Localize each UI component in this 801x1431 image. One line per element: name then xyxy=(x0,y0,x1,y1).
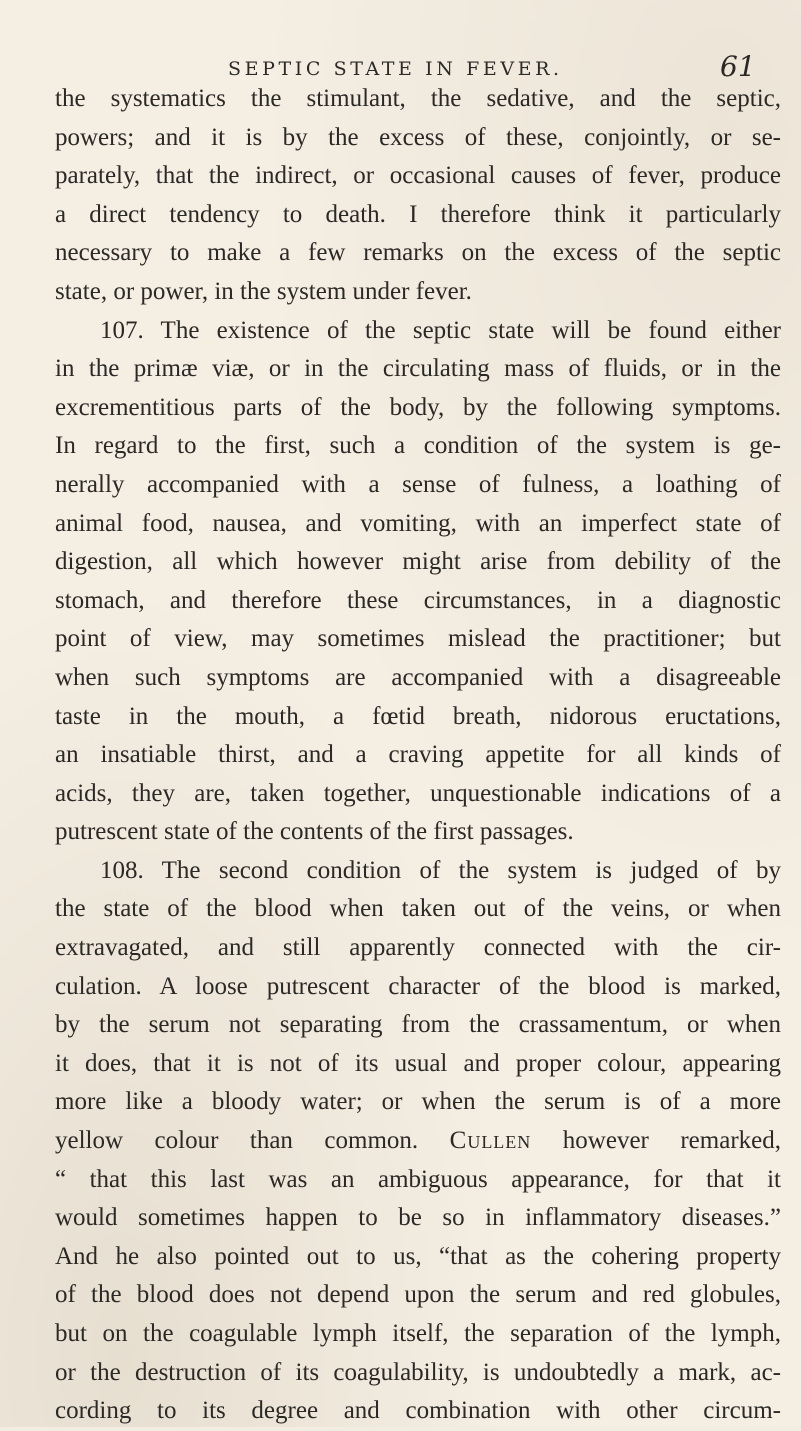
text-line: when such symptoms are accompanied with a disagreeable xyxy=(55,663,781,691)
quote-line: “ that this last was an ambiguous appearance, for that it xyxy=(55,1165,781,1193)
quote-line: cording to its degree and combination with other circum- xyxy=(55,1397,781,1425)
text-line: the systematics the stimulant, the sedative, and the septic, xyxy=(55,85,781,112)
quote-line: would sometimes happen to be so in inflammatory diseases.” xyxy=(55,1204,781,1232)
quote-line: or the destruction of its coagulability, is undoubtedly a mark, ac- xyxy=(55,1358,781,1386)
text-line: more like a bloody water; or when the serum is of a more xyxy=(55,1088,781,1116)
text-line: stomach, and therefore these circumstances, in a diagnostic xyxy=(55,586,781,614)
text-line: animal food, nausea, and vomiting, with an imperfect state of xyxy=(55,509,781,537)
text-line: taste in the mouth, a fœtid breath, nidorous eructations, xyxy=(55,702,781,730)
text-line: point of view, may sometimes mislead the practitioner; but xyxy=(55,625,781,653)
text-line: excrementitious parts of the body, by the following symptoms. xyxy=(55,393,781,421)
text-line: parately, that the indirect, or occasional causes of fever, produce xyxy=(55,162,781,190)
text-line: a direct tendency to death. I therefore think it particularly xyxy=(55,200,781,228)
text-line: by the serum not separating from the crassamentum, or when xyxy=(55,1011,781,1039)
text-line-part: yellow colour than common. xyxy=(55,1127,419,1155)
text-line: acids, they are, taken together, unquestionable indications of a xyxy=(55,779,781,807)
quote-line: of the blood does not depend upon the serum and red globules, xyxy=(55,1281,781,1309)
page-number: 61 xyxy=(720,50,756,83)
paragraph-107-start: 107. The existence of the septic state will be found either xyxy=(100,316,781,344)
paragraph-108-start: 108. The second condition of the system is judged of by xyxy=(100,856,781,884)
text-line: nerally accompanied with a sense of fulness, a loathing of xyxy=(55,470,781,498)
text-line: powers; and it is by the excess of these, conjointly, or se- xyxy=(55,123,781,151)
text-line: digestion, all which however might arise from debility of the xyxy=(55,548,781,576)
text-line: it does, that it is not of its usual and proper colour, appearing xyxy=(55,1049,781,1077)
text-line: culation. A loose putrescent character of the blood is marked, xyxy=(55,972,781,1000)
quote-line: And he also pointed out to us, “that as the cohering property xyxy=(55,1242,781,1270)
body-text xyxy=(55,80,781,1431)
text-line: putrescent state of the contents of the first passages. xyxy=(55,818,574,846)
running-title: SEPTIC STATE IN FEVER. xyxy=(228,58,563,80)
quote-line: but on the coagulable lymph itself, the separation of the lymph, xyxy=(55,1320,781,1347)
text-line: an insatiable thirst, and a craving appetite for all kinds of xyxy=(55,741,781,769)
text-line: in the primæ viæ, or in the circulating mass of fluids, or in the xyxy=(55,355,781,383)
text-line: the state of the blood when taken out of the veins, or when xyxy=(55,895,781,923)
text-line-part: however remarked, xyxy=(562,1127,781,1155)
text-line-with-author xyxy=(55,1122,781,1161)
text-line: In regard to the first, such a condition of the system is ge- xyxy=(55,432,781,460)
text-line: extravagated, and still apparently connected with the cir- xyxy=(55,934,781,962)
text-line: state, or power, in the system under fever. xyxy=(55,277,472,305)
text-line: necessary to make a few remarks on the excess of the septic xyxy=(55,239,781,267)
author-name: Cullen xyxy=(449,1127,532,1155)
